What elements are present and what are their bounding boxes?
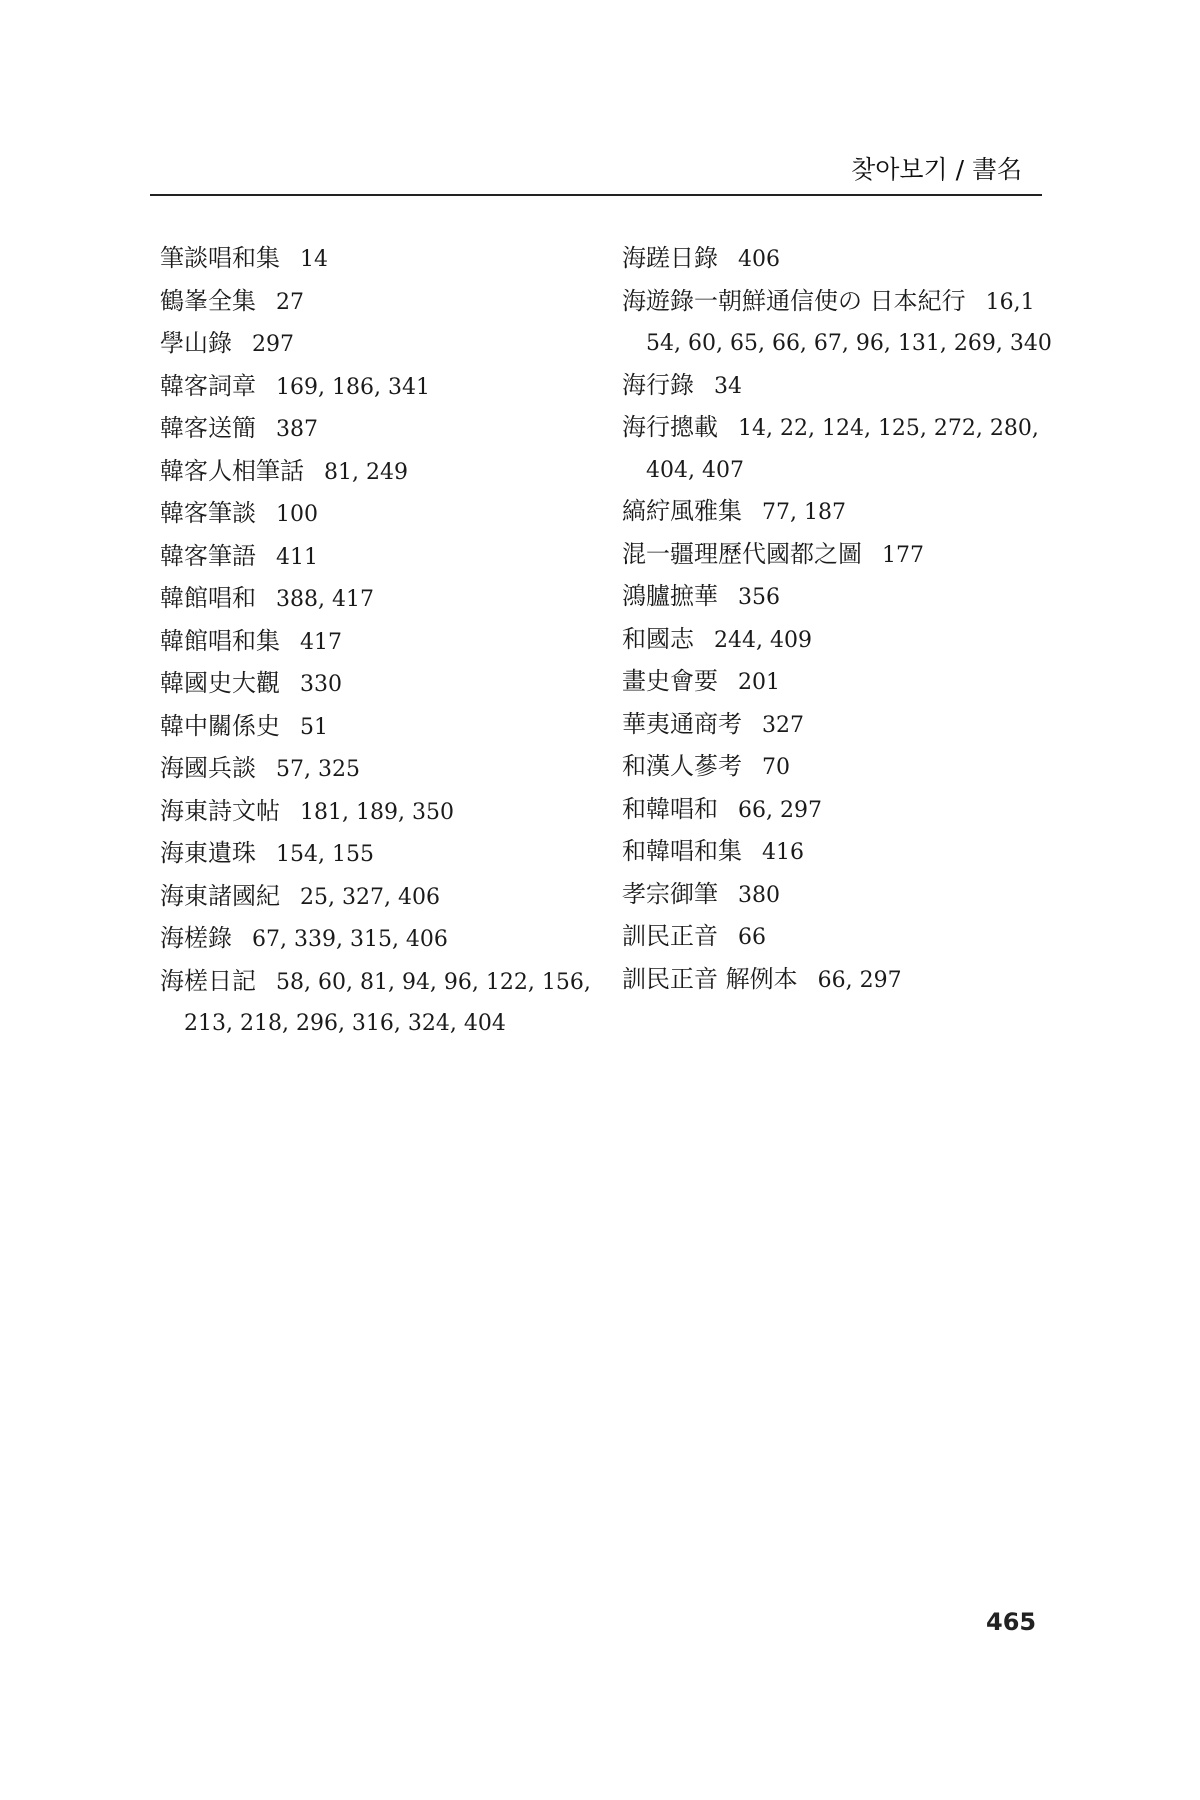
running-header: [150, 150, 1042, 190]
index-entry: [160, 833, 600, 876]
index-entry-title: 海東諸國紀: [160, 881, 280, 910]
index-entry-pages: 27: [276, 289, 304, 315]
index-entry: [160, 663, 600, 706]
index-entry: [622, 746, 1062, 789]
index-entry: [160, 536, 600, 579]
header-rule: [150, 194, 1042, 196]
index-entry-title: 混一疆理歷代國都之圖: [622, 539, 862, 568]
index-entry: [160, 451, 600, 494]
index-entry-pages: 411: [276, 544, 318, 570]
index-entry-pages: 14: [300, 247, 328, 272]
index-entry-pages: 14, 22, 124, 125, 272, 280,: [738, 416, 1039, 441]
index-entry: [160, 961, 600, 1045]
index-entry-pages: 181, 189, 350: [300, 799, 454, 825]
index-entry-pages: 177: [882, 542, 924, 568]
index-entry: [622, 491, 1062, 534]
index-entry-pages: 66, 297: [738, 797, 822, 823]
index-entry-pages: 154, 155: [276, 842, 374, 867]
index-entry-title: 筆談唱和集: [160, 244, 280, 272]
index-entry: [622, 534, 1062, 577]
index-entry-pages: 70: [762, 755, 790, 780]
index-entry-title: 訓民正音: [622, 922, 718, 950]
index-entry-pages: 58, 60, 81, 94, 96, 122, 156,: [276, 969, 591, 995]
index-entry-title: 海東詩文帖: [160, 796, 280, 825]
index-entry: [160, 748, 600, 791]
index-entry-pages: 297: [252, 332, 294, 357]
index-entry-title: 縞紵風雅集: [622, 497, 742, 525]
index-entry-title: 韓客筆談: [160, 499, 256, 527]
index-entry-title: 韓國史大觀: [160, 669, 280, 697]
index-entry: [160, 408, 600, 451]
index-entry-title: 海行錄: [622, 370, 694, 399]
index-entry-pages: 417: [300, 629, 342, 655]
index-entry-title: 畫史會要: [622, 667, 718, 695]
index-entry-pages-continued: 213, 218, 296, 316, 324, 404: [184, 1011, 506, 1036]
index-entry-pages: 356: [738, 585, 780, 610]
index-entry-pages: 387: [276, 417, 318, 442]
index-entry: [622, 407, 1062, 491]
index-entry-title: 和韓唱和集: [622, 837, 742, 865]
index-entry-title: 孝宗御筆: [622, 879, 718, 908]
index-entry-title: 訓民正音 解例本: [622, 964, 798, 993]
index-entry-title: 韓館唱和: [160, 584, 256, 612]
index-entry: [622, 916, 1062, 959]
index-entry-title: 和漢人蔘考: [622, 752, 742, 780]
index-entry: [622, 874, 1062, 917]
index-entry: [622, 281, 1062, 365]
index-entry-pages: 201: [738, 670, 780, 695]
index-entry: [160, 578, 600, 621]
index-entry: [622, 959, 1062, 1002]
index-entry-pages: 66, 297: [817, 967, 902, 993]
index-entry-pages-continued: 54, 60, 65, 66, 67, 96, 131, 269, 340: [646, 331, 1052, 356]
index-entry-title: 韓中關係史: [160, 711, 280, 740]
index-entry-title: 和國志: [622, 624, 694, 653]
index-entry-title: 華夷通商考: [622, 709, 742, 738]
index-entry-pages: 244, 409: [714, 627, 812, 653]
index-entry-pages-continued: 404, 407: [646, 457, 744, 483]
index-entry-pages: 100: [276, 502, 318, 527]
index-entry: [622, 831, 1062, 874]
index-entry-pages: 169, 186, 341: [276, 374, 430, 400]
index-entry: [160, 918, 600, 961]
index-entry-pages: 16,1: [985, 289, 1035, 315]
index-entry: [622, 576, 1062, 619]
index-entry-pages: 25, 327, 406: [300, 884, 440, 910]
index-entry: [160, 876, 600, 919]
index-entry: [622, 238, 1062, 281]
index-entry-pages: 406: [738, 247, 780, 272]
index-entry: [160, 323, 600, 366]
index-entry-title: 海蹉日錄: [622, 244, 718, 272]
index-entry-pages: 51: [300, 714, 328, 740]
index-entry-title: 海行摠載: [622, 413, 718, 441]
index-entry-title: 海國兵談: [160, 754, 256, 782]
index-entry-pages: 67, 339, 315, 406: [252, 927, 448, 952]
index-column-right: [622, 238, 1062, 1001]
index-entry-title: 海遊錄一朝鮮通信使の 日本紀行: [622, 286, 966, 315]
index-column-left: [160, 238, 600, 1045]
index-entry-title: 和韓唱和: [622, 794, 718, 823]
index-entry-pages: 380: [738, 882, 780, 908]
index-entry-pages: 57, 325: [276, 757, 360, 782]
index-entry-title: 海槎日記: [160, 966, 256, 995]
index-entry-title: 韓客人相筆話: [160, 456, 304, 485]
index-entry-title: 海東遺珠: [160, 839, 256, 867]
index-entry-title: 學山錄: [160, 329, 232, 357]
index-entry-title: 韓館唱和集: [160, 626, 280, 655]
index-entry-title: 鶴峯全集: [160, 286, 256, 315]
index-entry: [160, 366, 600, 409]
index-entry: [622, 661, 1062, 704]
index-entry: [622, 619, 1062, 662]
index-entry: [160, 621, 600, 664]
index-entry-pages: 77, 187: [762, 500, 846, 525]
index-entry: [160, 706, 600, 749]
index-entry: [160, 493, 600, 536]
header-title: 찾아보기 / 書名: [851, 155, 1022, 184]
index-entry: [622, 365, 1062, 408]
index-entry: [160, 238, 600, 281]
index-entry: [622, 789, 1062, 832]
index-entry-title: 鴻臚摭華: [622, 582, 718, 610]
index-entry-pages: 330: [300, 672, 342, 697]
index-entry-title: 韓客詞章: [160, 371, 256, 400]
index-entry-pages: 416: [762, 840, 804, 865]
index-entry: [160, 281, 600, 324]
index-entry-title: 韓客送簡: [160, 414, 256, 442]
page-number: 465: [986, 1608, 1037, 1636]
index-entry: [160, 791, 600, 834]
index-entry-pages: 327: [762, 712, 804, 738]
index-entry-pages: 66: [738, 925, 766, 950]
index-entry-title: 韓客筆語: [160, 541, 256, 570]
index-entry-pages: 34: [714, 373, 742, 399]
index-entry-pages: 388, 417: [276, 587, 374, 612]
index-entry: [622, 704, 1062, 747]
index-entry-title: 海槎錄: [160, 924, 232, 952]
index-entry-pages: 81, 249: [324, 459, 408, 485]
